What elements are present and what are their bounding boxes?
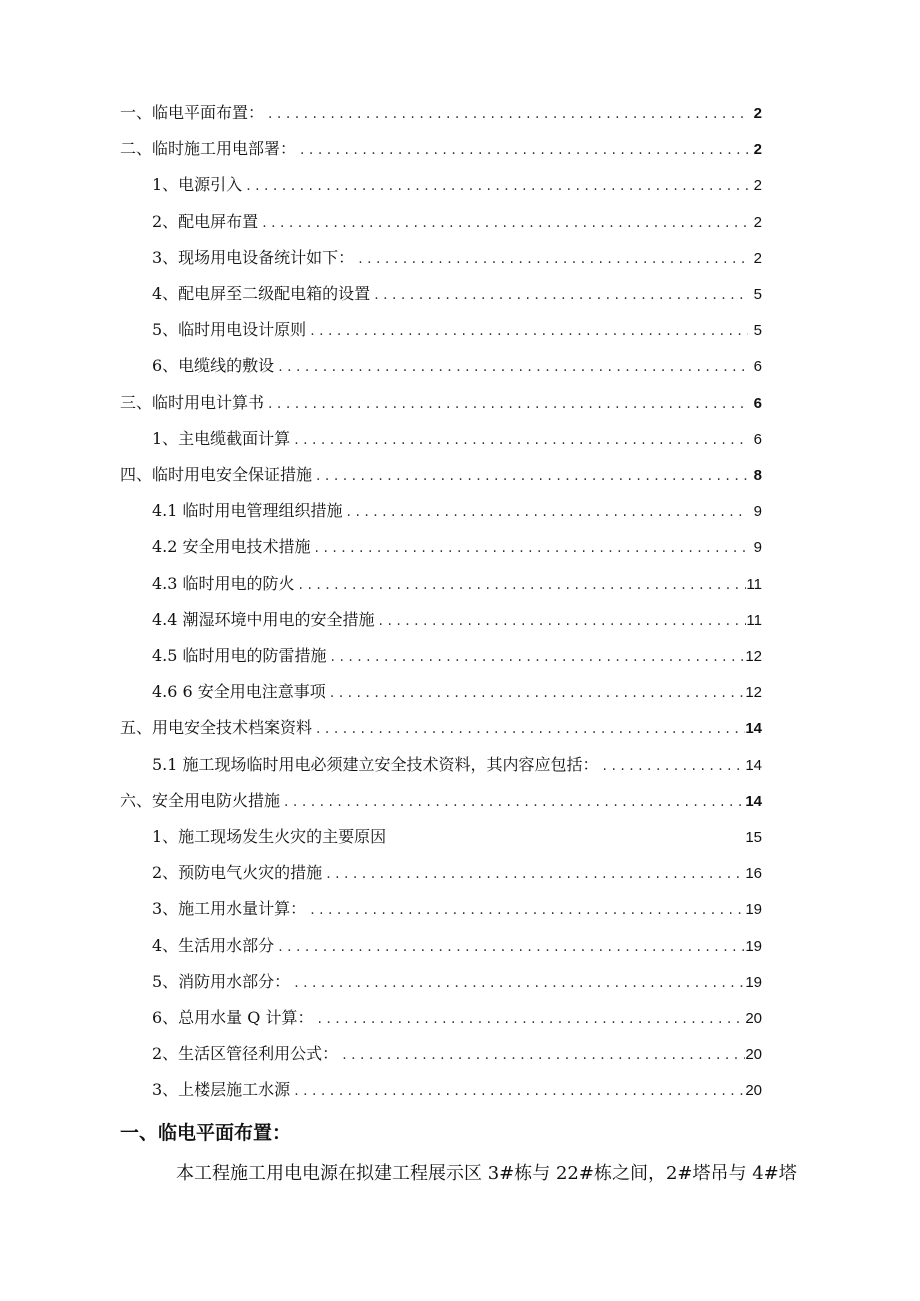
toc-entry-title: 4.4 潮湿环境中用电的安全措施 xyxy=(152,609,375,629)
toc-dot-leader xyxy=(312,459,748,493)
toc-entry-page-number: 20 xyxy=(745,1082,762,1100)
toc-entry-page-number: 15 xyxy=(745,829,762,846)
toc-entry-section[interactable] xyxy=(152,675,762,709)
toc-entry-title: 2、配电屏布置 xyxy=(152,211,259,231)
toc-entry-page-number: 19 xyxy=(745,901,762,919)
toc-entry-page-number: 14 xyxy=(745,720,762,738)
toc-entry-page-number: 2 xyxy=(753,141,762,159)
toc-entry-section[interactable] xyxy=(152,567,762,601)
toc-entry-page-number: 6 xyxy=(753,430,762,448)
toc-entry-title: 3、上楼层施工水源 xyxy=(152,1080,291,1100)
toc-dot-leader xyxy=(599,749,746,783)
toc-dot-leader xyxy=(290,1074,745,1108)
toc-entry-section[interactable] xyxy=(152,1037,762,1071)
toc-dot-leader xyxy=(311,531,748,565)
toc-dot-leader xyxy=(296,133,748,167)
toc-dot-leader xyxy=(322,857,745,891)
toc-entry-section[interactable] xyxy=(152,349,762,383)
toc-entry-chapter[interactable] xyxy=(120,96,762,130)
toc-dot-leader xyxy=(313,1002,745,1036)
toc-dot-leader xyxy=(375,604,747,638)
toc-entry-page-number: 20 xyxy=(745,1010,762,1027)
toc-entry-section[interactable] xyxy=(152,530,762,564)
toc-dot-leader xyxy=(274,930,745,964)
toc-entry-title: 6、电缆线的敷设 xyxy=(152,356,275,376)
toc-entry-section[interactable] xyxy=(152,313,762,347)
toc-entry-section[interactable] xyxy=(152,856,762,890)
toc-dot-leader xyxy=(306,314,748,348)
toc-entry-page-number: 8 xyxy=(753,467,762,484)
toc-entry-section[interactable] xyxy=(152,965,762,999)
toc-entry-title: 3、现场用电设备统计如下： xyxy=(152,247,355,267)
toc-entry-page-number: 2 xyxy=(753,105,762,122)
toc-entry-page-number: 6 xyxy=(753,358,762,376)
toc-entry-title: 2、生活区管径利用公式： xyxy=(152,1044,339,1064)
toc-entry-section[interactable] xyxy=(152,820,762,854)
toc-entry-page-number: 20 xyxy=(745,1046,762,1064)
toc-dot-leader xyxy=(326,676,746,710)
toc-dot-leader xyxy=(370,278,748,312)
toc-entry-title: 3、施工用水量计算： xyxy=(152,899,307,919)
toc-entry-chapter[interactable] xyxy=(120,458,762,492)
toc-entry-chapter[interactable] xyxy=(120,132,762,166)
toc-entry-page-number: 9 xyxy=(753,503,762,521)
toc-entry-section[interactable] xyxy=(152,241,762,275)
toc-entry-title: 5、消防用水部分： xyxy=(152,971,291,991)
section-heading: 一、临电平面布置： xyxy=(120,1122,292,1144)
toc-entry-section[interactable] xyxy=(152,929,762,963)
toc-entry-section[interactable] xyxy=(152,277,762,311)
toc-entry-page-number: 5 xyxy=(753,322,762,340)
toc-entry-title: 4.5 临时用电的防雷措施 xyxy=(152,646,327,665)
toc-entry-page-number: 5 xyxy=(753,286,762,303)
toc-entry-title: 2、预防电气火灾的措施 xyxy=(152,863,323,883)
toc-entry-title: 三、临时用电计算书 xyxy=(120,392,265,412)
toc-entry-page-number: 6 xyxy=(753,394,762,412)
toc-dot-leader xyxy=(354,242,748,276)
toc-entry-page-number: 2 xyxy=(753,249,762,267)
toc-entry-chapter[interactable] xyxy=(120,711,762,745)
toc-entry-title: 二、临时施工用电部署： xyxy=(120,139,297,159)
toc-entry-chapter[interactable] xyxy=(120,784,762,818)
toc-entry-chapter[interactable] xyxy=(120,386,762,420)
toc-entry-section[interactable] xyxy=(152,639,762,673)
toc-entry-title: 4.6 6 安全用电注意事项 xyxy=(152,682,326,702)
toc-dot-leader xyxy=(290,966,745,1000)
toc-entry-section[interactable] xyxy=(152,168,762,202)
toc-entry-title: 1、主电缆截面计算 xyxy=(152,428,291,448)
toc-entry-section[interactable] xyxy=(152,494,762,528)
toc-dot-leader xyxy=(264,387,748,421)
toc-dot-leader xyxy=(295,568,747,602)
toc-entry-title: 4、配电屏至二级配电箱的设置 xyxy=(152,284,371,303)
toc-entry-page-number: 2 xyxy=(753,213,762,231)
toc-entry-title: 4.1 临时用电管理组织措施 xyxy=(152,501,343,521)
body-paragraph: 本工程施工用电电源在拟建工程展示区 3#栋与 22#栋之间，2#塔吊与 4#塔 xyxy=(176,1163,797,1184)
toc-entry-page-number: 11 xyxy=(746,611,762,629)
toc-entry-title: 一、临电平面布置： xyxy=(120,103,265,122)
toc-entry-page-number: 11 xyxy=(746,575,762,593)
toc-entry-page-number: 14 xyxy=(745,756,762,774)
toc-entry-page-number: 12 xyxy=(745,648,762,665)
toc-entry-section[interactable] xyxy=(152,205,762,239)
toc-entry-title: 五、用电安全技术档案资料 xyxy=(120,718,313,738)
toc-dot-leader xyxy=(343,495,748,529)
toc-entry-title: 5、临时用电设计原则 xyxy=(152,320,307,340)
toc-entry-title: 4.3 临时用电的防火 xyxy=(152,573,295,593)
toc-dot-leader xyxy=(327,640,746,674)
toc-dot-leader xyxy=(312,712,745,746)
toc-dot-leader xyxy=(258,206,748,240)
toc-entry-title: 1、电源引入 xyxy=(152,175,243,195)
toc-entry-section[interactable] xyxy=(152,748,762,782)
toc-entry-page-number: 19 xyxy=(745,937,762,955)
toc-dot-leader xyxy=(290,423,748,457)
toc-entry-page-number: 14 xyxy=(745,792,762,810)
toc-dot-leader xyxy=(274,350,748,384)
toc-entry-title: 六、安全用电防火措施 xyxy=(120,790,281,810)
toc-entry-page-number: 2 xyxy=(753,177,762,195)
toc-dot-leader xyxy=(280,785,745,819)
toc-entry-title: 4、生活用水部分 xyxy=(152,935,275,955)
toc-entry-section[interactable] xyxy=(152,892,762,926)
toc-dot-leader xyxy=(306,893,745,927)
toc-dot-leader xyxy=(264,97,748,131)
toc-entry-title: 4.2 安全用电技术措施 xyxy=(152,537,311,557)
toc-entry-title: 6、总用水量 Q 计算： xyxy=(152,1008,314,1027)
toc-entry-title: 四、临时用电安全保证措施 xyxy=(120,465,313,484)
toc-entry-page-number: 16 xyxy=(745,865,762,883)
toc-entry-section[interactable] xyxy=(152,1001,762,1035)
toc-entry-page-number: 19 xyxy=(745,973,762,991)
toc-dot-leader xyxy=(242,169,748,203)
toc-dot-leader xyxy=(338,1038,745,1072)
toc-entry-section[interactable] xyxy=(152,1073,762,1107)
toc-entry-page-number: 12 xyxy=(745,684,762,702)
toc-entry-title: 1、施工现场发生火灾的主要原因 xyxy=(152,827,387,846)
toc-entry-title: 5.1 施工现场临时用电必须建立安全技术资料，其内容应包括： xyxy=(152,754,599,774)
toc-entry-section[interactable] xyxy=(152,603,762,637)
toc-entry-section[interactable] xyxy=(152,422,762,456)
toc-entry-page-number: 9 xyxy=(753,539,762,557)
